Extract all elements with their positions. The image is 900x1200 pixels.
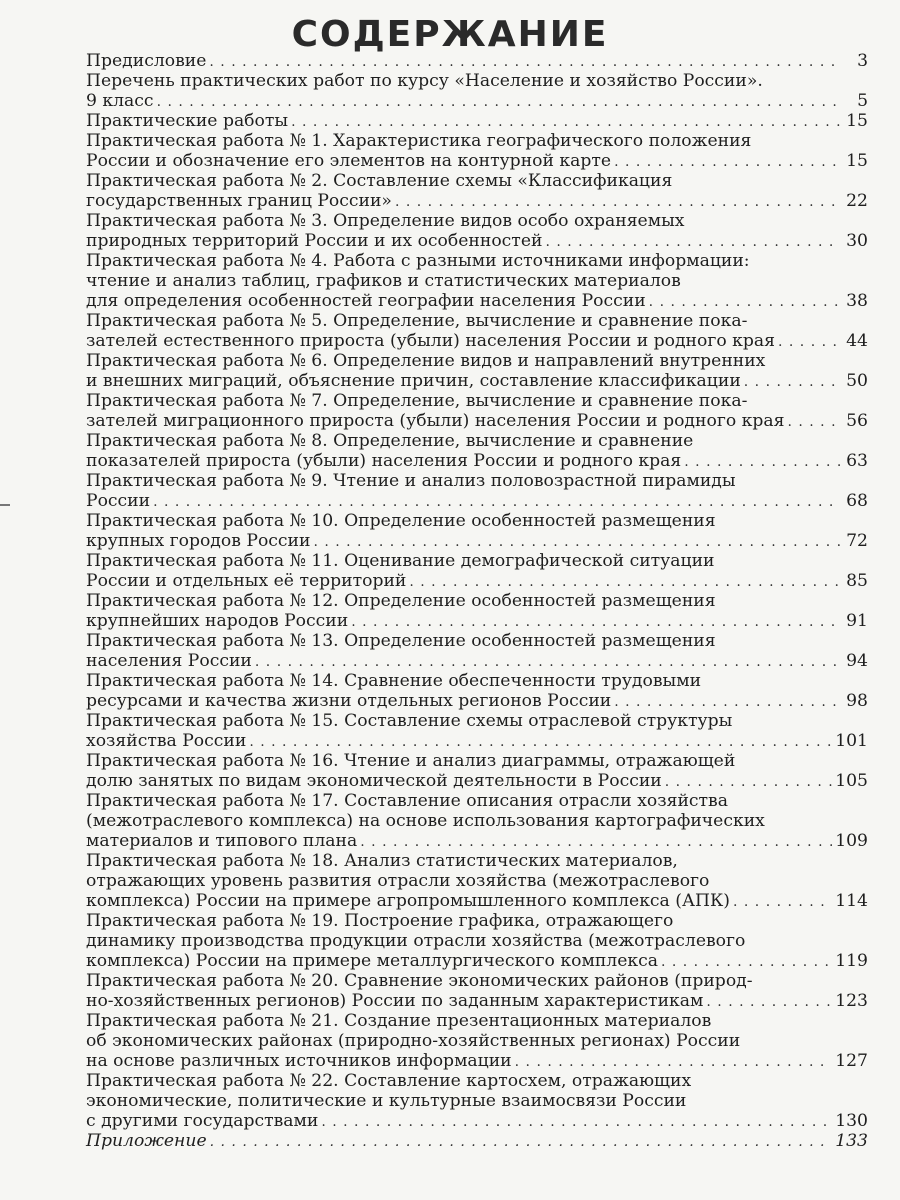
toc-entry-text: 9 класс	[86, 91, 154, 111]
toc-entry[interactable]	[86, 671, 868, 711]
table-of-contents	[86, 51, 868, 1151]
toc-entry-text: с другими государствами	[86, 1111, 319, 1131]
toc-entry-line	[86, 1091, 868, 1111]
toc-entry[interactable]	[86, 431, 868, 471]
toc-entry-text: крупных городов России	[86, 531, 311, 551]
dot-leader	[409, 572, 841, 592]
toc-entry[interactable]	[86, 1131, 868, 1151]
toc-entry-text: государственных границ России»	[86, 191, 392, 211]
page-number: 3	[857, 51, 868, 71]
toc-entry-line	[86, 391, 868, 411]
toc-entry-text: зателей миграционного прироста (убыли) населения России и родного края	[86, 411, 785, 431]
toc-entry-text: материалов и типового плана	[86, 831, 358, 851]
page-number: 5	[857, 91, 868, 111]
dot-leader	[210, 1132, 833, 1152]
toc-entry[interactable]	[86, 131, 868, 171]
toc-entry-line	[86, 191, 868, 211]
toc-entry-text: крупнейших народов России	[86, 611, 349, 631]
toc-entry-text: Практическая работа № 18. Анализ статистических материалов,	[86, 851, 678, 871]
toc-entry-text: Практическая работа № 10. Определение особенностей размещения	[86, 511, 716, 531]
page-number: 56	[846, 411, 868, 431]
toc-entry[interactable]	[86, 51, 868, 71]
toc-entry-text: Практическая работа № 8. Определение, вычисление и сравнение	[86, 431, 694, 451]
toc-entry-text: Практическая работа № 11. Оценивание демографической ситуации	[86, 551, 715, 571]
toc-entry-line	[86, 591, 868, 611]
dot-leader	[661, 952, 832, 972]
toc-entry-line	[86, 211, 868, 231]
page-number: 44	[846, 331, 868, 351]
toc-entry-line	[86, 831, 868, 851]
toc-entry[interactable]	[86, 511, 868, 551]
toc-entry-line	[86, 771, 868, 791]
dot-leader	[515, 1052, 833, 1072]
toc-entry[interactable]	[86, 751, 868, 791]
toc-entry-text: на основе различных источников информации	[86, 1051, 512, 1071]
toc-entry-line	[86, 751, 868, 771]
dot-leader	[395, 192, 841, 212]
toc-entry-line	[86, 531, 868, 551]
page-number: 114	[835, 891, 868, 911]
toc-entry-line	[86, 71, 868, 91]
toc-entry-line	[86, 1131, 868, 1151]
toc-entry-text: ресурсами и качества жизни отдельных регионов России	[86, 691, 612, 711]
toc-entry-line	[86, 451, 868, 471]
toc-entry-text: комплекса) России на примере металлургического комплекса	[86, 951, 658, 971]
toc-entry-text: комплекса) России на примере агропромышленного комплекса (АПК)	[86, 891, 730, 911]
page-number: 130	[835, 1111, 868, 1131]
toc-entry-line	[86, 431, 868, 451]
dot-leader	[360, 832, 832, 852]
toc-entry-text: природных территорий России и их особенностей	[86, 231, 543, 251]
page-title: СОДЕРЖАНИЕ	[291, 14, 609, 55]
toc-entry-line	[86, 931, 868, 951]
toc-entry-line	[86, 691, 868, 711]
margin-mark	[0, 504, 10, 506]
page-number: 85	[846, 571, 868, 591]
toc-entry-text: Практическая работа № 13. Определение особенностей размещения	[86, 631, 716, 651]
page-number: 101	[835, 731, 868, 751]
toc-entry-text: динамику производства продукции отрасли хозяйства (межотраслевого	[86, 931, 746, 951]
toc-entry-line	[86, 491, 868, 511]
toc-entry-text: об экономических районах (природно-хозяйственных регионах) России	[86, 1031, 741, 1051]
dot-leader	[157, 92, 841, 112]
page-number: 94	[846, 651, 868, 671]
toc-entry-text: Практическая работа № 12. Определение особенностей размещения	[86, 591, 716, 611]
page-number: 127	[835, 1051, 868, 1071]
toc-entry-line	[86, 551, 868, 571]
page-number: 38	[846, 291, 868, 311]
toc-entry[interactable]	[86, 351, 868, 391]
toc-entry-line	[86, 271, 868, 291]
toc-entry-text: Практическая работа № 15. Составление схемы отраслевой структуры	[86, 711, 733, 731]
toc-entry-text: показателей прироста (убыли) населения России и родного края	[86, 451, 682, 471]
dot-leader	[614, 152, 841, 172]
toc-entry-text: отражающих уровень развития отрасли хозяйства (межотраслевого	[86, 871, 710, 891]
toc-entry-line	[86, 951, 868, 971]
page-number: 63	[846, 451, 868, 471]
toc-entry-line	[86, 171, 868, 191]
toc-entry[interactable]	[86, 211, 868, 251]
dot-leader	[291, 112, 841, 132]
toc-entry-text: России и обозначение его элементов на контурной карте	[86, 151, 612, 171]
toc-entry-text: Практическая работа № 21. Создание презентационных материалов	[86, 1011, 712, 1031]
toc-entry-line	[86, 331, 868, 351]
toc-entry-text: долю занятых по видам экономической деятельности в России	[86, 771, 662, 791]
dot-leader	[255, 652, 841, 672]
toc-entry-line	[86, 1111, 868, 1131]
page-number: 22	[846, 191, 868, 211]
dot-leader	[649, 292, 841, 312]
toc-entry-text: России	[86, 491, 151, 511]
toc-entry-line	[86, 711, 868, 731]
toc-entry-line	[86, 251, 868, 271]
page-number: 119	[835, 951, 868, 971]
dot-leader	[778, 332, 841, 352]
toc-entry-line	[86, 1011, 868, 1031]
toc-entry[interactable]	[86, 591, 868, 631]
toc-entry-text: но-хозяйственных регионов) России по заданным характеристикам	[86, 991, 704, 1011]
page-number: 50	[846, 371, 868, 391]
page-number: 15	[846, 151, 868, 171]
toc-entry-text: экономические, политические и культурные взаимосвязи России	[86, 1091, 687, 1111]
toc-entry-line	[86, 891, 868, 911]
toc-entry-text: Практическая работа № 4. Работа с разными источниками информации:	[86, 251, 750, 271]
toc-entry-line	[86, 111, 868, 131]
toc-entry-line	[86, 371, 868, 391]
toc-entry[interactable]	[86, 71, 868, 111]
page-number: 109	[835, 831, 868, 851]
toc-entry[interactable]	[86, 391, 868, 431]
toc-entry-text: России и отдельных её территорий	[86, 571, 407, 591]
toc-entry-line	[86, 1071, 868, 1091]
toc-entry-line	[86, 811, 868, 831]
dot-leader	[351, 612, 841, 632]
toc-entry-text: Практическая работа № 7. Определение, вычисление и сравнение пока-	[86, 391, 748, 411]
toc-entry[interactable]	[86, 911, 868, 971]
toc-entry[interactable]	[86, 111, 868, 131]
toc-entry-text: Предисловие	[86, 51, 207, 71]
toc-entry-text: Практическая работа № 3. Определение видов особо охраняемых	[86, 211, 685, 231]
toc-entry-line	[86, 51, 868, 71]
toc-entry[interactable]	[86, 251, 868, 311]
toc-entry-line	[86, 791, 868, 811]
page-number: 123	[835, 991, 868, 1011]
toc-entry-text: и внешних миграций, объяснение причин, составление классификации	[86, 371, 741, 391]
toc-entry-line	[86, 611, 868, 631]
dot-leader	[321, 1112, 832, 1132]
toc-entry-text: населения России	[86, 651, 252, 671]
dot-leader	[249, 732, 832, 752]
dot-leader	[614, 692, 841, 712]
toc-entry-line	[86, 231, 868, 251]
toc-entry-line	[86, 151, 868, 171]
toc-entry-text: Практическая работа № 17. Составление описания отрасли хозяйства	[86, 791, 728, 811]
toc-entry-line	[86, 971, 868, 991]
toc-entry-line	[86, 511, 868, 531]
dot-leader	[665, 772, 832, 792]
toc-entry-text: Практическая работа № 14. Сравнение обеспеченности трудовыми	[86, 671, 702, 691]
dot-leader	[313, 532, 841, 552]
toc-entry[interactable]	[86, 171, 868, 211]
toc-entry-text: Практическая работа № 22. Составление картосхем, отражающих	[86, 1071, 692, 1091]
toc-entry-text: Практические работы	[86, 111, 289, 131]
toc-entry[interactable]	[86, 551, 868, 591]
toc-entry-line	[86, 471, 868, 491]
dot-leader	[787, 412, 841, 432]
toc-entry[interactable]	[86, 471, 868, 511]
dot-leader	[209, 52, 841, 72]
page-number: 72	[846, 531, 868, 551]
toc-entry[interactable]	[86, 971, 868, 1011]
page-number: 68	[846, 491, 868, 511]
toc-entry[interactable]	[86, 311, 868, 351]
toc-entry-text: Практическая работа № 9. Чтение и анализ половозрастной пирамиды	[86, 471, 736, 491]
toc-entry[interactable]	[86, 711, 868, 751]
toc-entry-line	[86, 671, 868, 691]
toc-entry-text: (межотраслевого комплекса) на основе использования картографических	[86, 811, 765, 831]
toc-entry-line	[86, 571, 868, 591]
toc-entry-line	[86, 651, 868, 671]
toc-entry-line	[86, 851, 868, 871]
toc-entry[interactable]	[86, 1071, 868, 1131]
toc-entry[interactable]	[86, 791, 868, 851]
dot-leader	[744, 372, 841, 392]
toc-entry-line	[86, 631, 868, 651]
toc-entry-line	[86, 351, 868, 371]
toc-entry-text: Практическая работа № 1. Характеристика географического положения	[86, 131, 752, 151]
page-number: 91	[846, 611, 868, 631]
page-number: 133	[835, 1131, 868, 1151]
toc-entry[interactable]	[86, 1011, 868, 1071]
dot-leader	[733, 892, 832, 912]
toc-entry-line	[86, 291, 868, 311]
page-number: 15	[846, 111, 868, 131]
toc-entry-line	[86, 91, 868, 111]
toc-entry-line	[86, 311, 868, 331]
toc-entry-text: Практическая работа № 6. Определение видов и направлений внутренних	[86, 351, 766, 371]
toc-entry-text: для определения особенностей географии населения России	[86, 291, 646, 311]
dot-leader	[684, 452, 841, 472]
dot-leader	[706, 992, 832, 1012]
toc-entry-text: чтение и анализ таблиц, графиков и статистических материалов	[86, 271, 681, 291]
toc-entry-text: хозяйства России	[86, 731, 247, 751]
toc-entry-line	[86, 1031, 868, 1051]
toc-entry[interactable]	[86, 631, 868, 671]
toc-entry-text: Перечень практических работ по курсу «Население и хозяйство России».	[86, 71, 763, 91]
toc-entry-line	[86, 911, 868, 931]
toc-entry-line	[86, 1051, 868, 1071]
toc-entry-line	[86, 731, 868, 751]
toc-entry-text: зателей естественного прироста (убыли) населения России и родного края	[86, 331, 775, 351]
page-number: 98	[846, 691, 868, 711]
page-number: 30	[846, 231, 868, 251]
page-number: 105	[835, 771, 868, 791]
toc-entry-text: Приложение	[86, 1131, 207, 1151]
toc-entry-line	[86, 411, 868, 431]
toc-entry-line	[86, 991, 868, 1011]
dot-leader	[153, 492, 841, 512]
toc-entry-line	[86, 131, 868, 151]
toc-entry-text: Практическая работа № 16. Чтение и анализ диаграммы, отражающей	[86, 751, 736, 771]
toc-entry-text: Практическая работа № 20. Сравнение экономических районов (природ-	[86, 971, 753, 991]
dot-leader	[545, 232, 841, 252]
toc-entry-text: Практическая работа № 2. Составление схемы «Классификация	[86, 171, 673, 191]
toc-entry-line	[86, 871, 868, 891]
toc-entry-text: Практическая работа № 19. Построение графика, отражающего	[86, 911, 674, 931]
toc-entry-text: Практическая работа № 5. Определение, вычисление и сравнение пока-	[86, 311, 748, 331]
toc-entry[interactable]	[86, 851, 868, 911]
